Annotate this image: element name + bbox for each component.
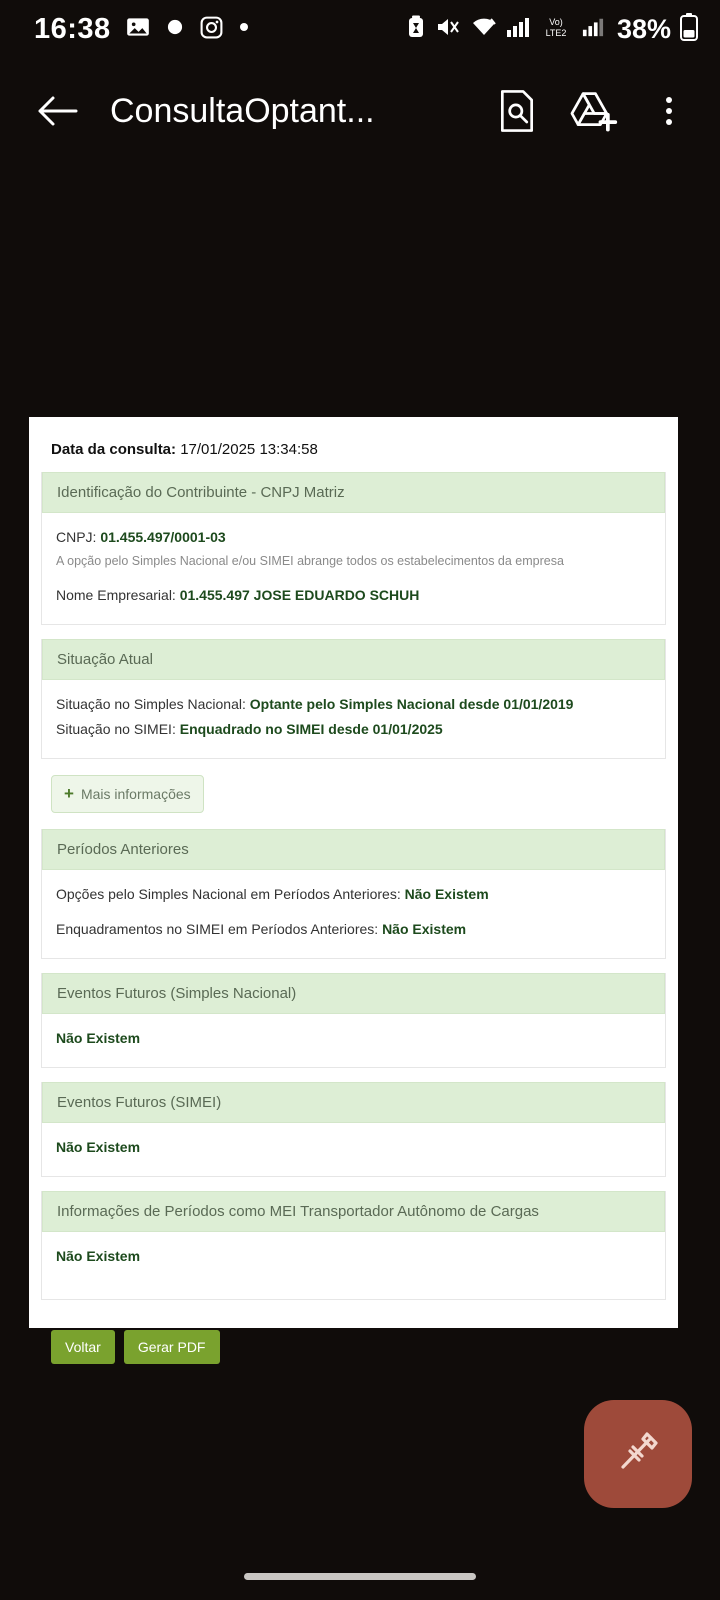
row-label: Nome Empresarial: (56, 586, 176, 603)
gerar-pdf-button[interactable]: Gerar PDF (124, 1330, 220, 1364)
record-dot-icon (165, 17, 185, 41)
save-to-drive-icon[interactable] (568, 86, 618, 136)
content-viewport (0, 164, 720, 1600)
dot-icon (238, 21, 250, 37)
row-label: Enquadramentos no SIMEI em Períodos Anteriores: (56, 920, 379, 937)
section-title: Eventos Futuros (Simples Nacional) (42, 973, 665, 1014)
instagram-icon (199, 15, 224, 44)
row-value: Não Existem (56, 1247, 141, 1264)
volte-icon (539, 15, 573, 43)
system-navigation-bar (0, 1552, 720, 1600)
overflow-menu-icon[interactable] (644, 86, 694, 136)
battery-percent-label: 38% (616, 13, 671, 44)
row-note: A opção pelo Simples Nacional e/ou SIMEI abrange todos os estabelecimentos da empresa (56, 554, 564, 568)
row-value: 01.455.497/0001-03 (100, 529, 226, 545)
voltar-button[interactable]: Voltar (51, 1330, 115, 1364)
wifi-icon (471, 16, 497, 42)
consulta-date-label: Data da consulta: (51, 441, 177, 458)
consulta-date-value: 17/01/2025 13:34:58 (180, 441, 318, 458)
edit-markup-fab[interactable] (584, 1400, 692, 1508)
row-situacao-simples (56, 694, 651, 715)
section-content (42, 513, 665, 624)
back-arrow-icon[interactable] (30, 84, 84, 138)
page-search-icon[interactable] (492, 86, 542, 136)
consulta-date-line (51, 441, 666, 458)
status-bar-left (34, 13, 250, 46)
status-bar (0, 0, 720, 58)
row-label: Situação no Simples Nacional: (56, 695, 246, 712)
section-title: Informações de Períodos como MEI Transportador Autônomo de Cargas (42, 1191, 665, 1232)
row-value: Não Existem (56, 1138, 141, 1155)
section-title: Períodos Anteriores (42, 829, 665, 870)
row-opcoes-anteriores (56, 884, 651, 905)
section-title: Situação Atual (42, 639, 665, 680)
app-bar (0, 58, 720, 164)
section-mei-transportador (41, 1191, 666, 1300)
home-gesture-pill[interactable] (244, 1573, 476, 1580)
edit-markup-icon (611, 1425, 665, 1484)
alarm-icon (405, 15, 427, 43)
mute-icon (436, 16, 462, 42)
row-value: Não Existem (56, 1029, 141, 1046)
row-label: CNPJ: (56, 529, 97, 545)
gallery-icon (125, 14, 151, 44)
svg-text:LTE2: LTE2 (545, 28, 567, 38)
status-bar-right (405, 13, 698, 45)
svg-text:Vo): Vo) (549, 17, 563, 27)
status-clock: 16:38 (34, 12, 111, 45)
section-eventos-futuros-simples (41, 973, 666, 1068)
row-situacao-simei (56, 719, 651, 740)
section-identificacao (41, 472, 666, 625)
section-situacao-atual (41, 639, 666, 759)
signal-icon (506, 16, 530, 42)
signal2-icon (582, 16, 604, 42)
app-bar-actions (492, 86, 694, 136)
row-label: Opções pelo Simples Nacional em Períodos Anteriores: (56, 885, 401, 902)
section-title: Eventos Futuros (SIMEI) (42, 1082, 665, 1123)
page-title: ConsultaOptant... (110, 91, 375, 130)
section-content (42, 1232, 665, 1299)
row-label: Situação no SIMEI: (56, 720, 176, 737)
row-nome-empresarial (56, 585, 651, 606)
section-eventos-futuros-simei (41, 1082, 666, 1177)
section-content (42, 1123, 665, 1176)
section-content (42, 680, 665, 758)
document-page (29, 417, 678, 1355)
section-title: Identificação do Contribuinte - CNPJ Matriz (42, 472, 665, 513)
row-value: Não Existem (404, 885, 489, 902)
section-content (42, 870, 665, 958)
row-cnpj (56, 527, 651, 548)
row-enquadramentos-anteriores (56, 919, 651, 940)
plus-icon: + (64, 783, 74, 803)
battery-icon (680, 13, 698, 45)
row-value: Enquadrado no SIMEI desde 01/01/2025 (179, 720, 443, 737)
document-button-row (51, 1330, 666, 1364)
row-value: Optante pelo Simples Nacional desde 01/01/2019 (249, 695, 574, 712)
mais-informacoes-label: Mais informações (80, 785, 191, 802)
section-periodos-anteriores (41, 829, 666, 959)
document-body (29, 417, 678, 1364)
mais-informacoes-button[interactable] (51, 775, 204, 813)
section-content (42, 1014, 665, 1067)
row-value: 01.455.497 JOSE EDUARDO SCHUH (179, 586, 420, 603)
row-value: Não Existem (382, 920, 467, 937)
